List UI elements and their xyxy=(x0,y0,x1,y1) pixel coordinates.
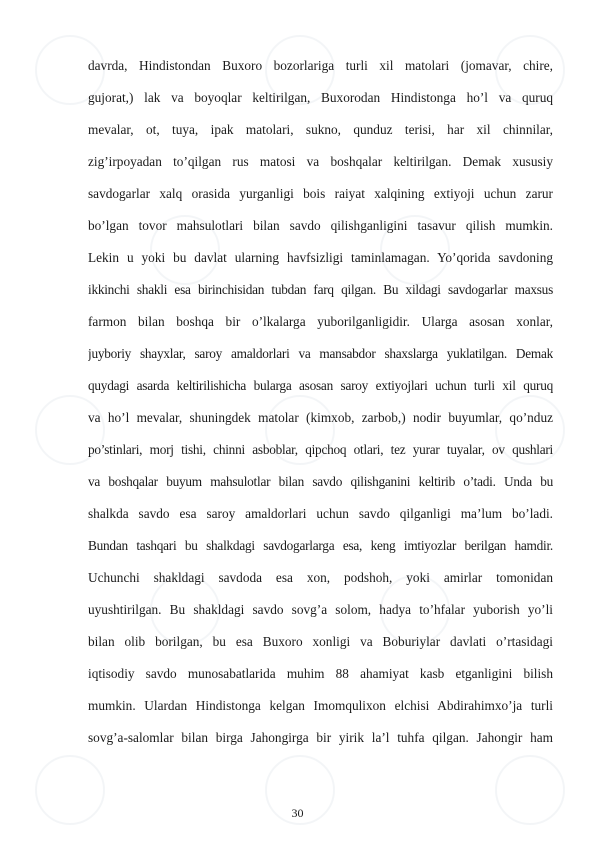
text-line: shalkda savdo esa saroy amaldorlari uchun savdo qilganligi ma’lum bo’ladi. xyxy=(88,506,553,521)
body-text xyxy=(88,56,553,760)
text-line: zig’irpoyadan to’qilgan rus matosi va boshqalar keltirilgan. Demak xususiy xyxy=(88,154,553,169)
text-line: Uchunchi shakldagi savdoda esa xon, podshoh, yoki amirlar tomonidan xyxy=(88,570,553,585)
text-line: davrda, Hindistondan Buxoro bozorlariga turli xil matolari (jomavar, chire, xyxy=(88,58,553,73)
text-line: va boshqalar buyum mahsulotlar bilan savdo qilishganini keltirib o’tadi. Unda bu xyxy=(88,474,553,489)
text-line: quydagi asarda keltirilishicha bularga asosan saroy extiyojlari uchun turli xil quruq xyxy=(88,378,553,393)
text-line: Lekin u yoki bu davlat ularning havfsizligi taminlamagan. Yo’qorida savdoning xyxy=(88,250,553,265)
text-line: mevalar, ot, tuya, ipak matolari, sukno, qunduz terisi, har xil chinnilar, xyxy=(88,122,553,137)
text-line: juyboriy shayxlar, saroy amaldorlari va mansabdor shaxslarga yuklatilgan. Demak xyxy=(88,346,553,361)
text-line: gujorat,) lak va boyoqlar keltirilgan, Buxorodan Hindistonga ho’l va quruq xyxy=(88,90,553,105)
text-line: uyushtirilgan. Bu shakldagi savdo sovg’a solom, hadya to’hfalar yuborish yo’li xyxy=(88,602,553,617)
text-line: farmon bilan boshqa bir o’lkalarga yuborilganligidir. Ularga asosan xonlar, xyxy=(88,314,553,329)
text-line: iqtisodiy savdo munosabatlarida muhim 88 ahamiyat kasb etganligini bilish xyxy=(88,666,553,681)
text-line: po’stinlari, morj tishi, chinni asboblar, qipchoq otlari, tez yurar tuyalar, ov qushlari xyxy=(88,442,553,457)
text-line: ikkinchi shakli esa birinchisidan tubdan farq qilgan. Bu xildagi savdogarlar maxsus xyxy=(88,282,553,297)
text-line: va ho’l mevalar, shuningdek matolar (kimxob, zarbob,) nodir buyumlar, qo’nduz xyxy=(88,410,553,425)
text-line: mumkin. Ulardan Hindistonga kelgan Imomqulixon elchisi Abdirahimxo’ja turli xyxy=(88,698,553,713)
text-line: sovg’a-salomlar bilan birga Jahongirga bir yirik la’l tuhfa qilgan. Jahongir ham xyxy=(88,730,553,745)
text-line: savdogarlar xalq orasida yurganligi bois raiyat xalqining extiyoji uchun zarur xyxy=(88,186,553,201)
text-line: bo’lgan tovor mahsulotlari bilan savdo qilishganligini tasavur qilish mumkin. xyxy=(88,218,553,233)
text-line: Bundan tashqari bu shalkdagi savdogarlarga esa, keng imtiyozlar berilgan hamdir. xyxy=(88,538,553,553)
text-line: bilan olib borilgan, bu esa Buxoro xonligi va Boburiylar davlati o’rtasidagi xyxy=(88,634,553,649)
page-number: 30 xyxy=(291,806,304,820)
